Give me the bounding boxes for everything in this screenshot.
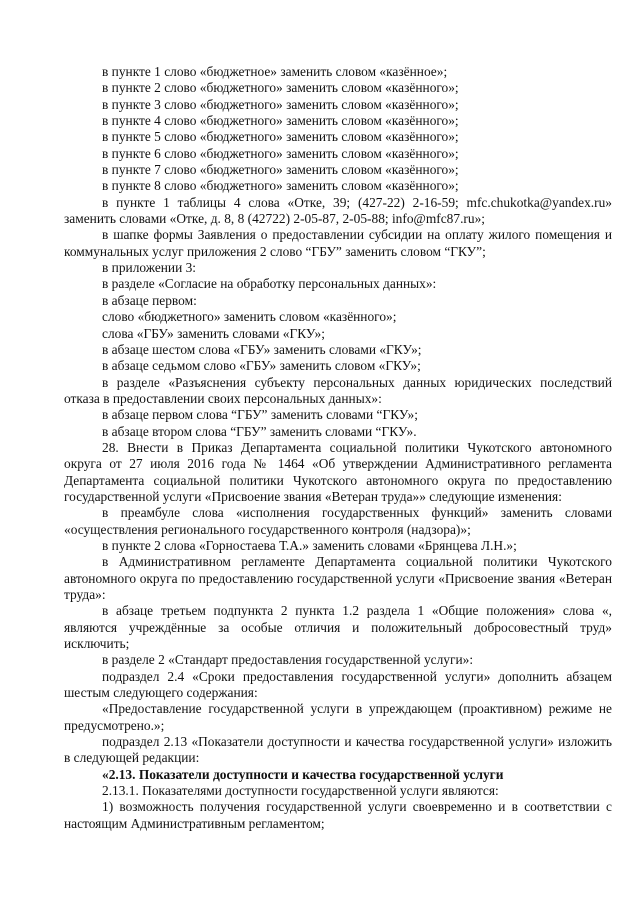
paragraph: «Предоставление государственной услуги в упреждающем (проактивном) режиме не предусмотрено.»; xyxy=(64,701,612,733)
paragraph: 2.13.1. Показателями доступности государственной услуги являются: xyxy=(102,783,499,799)
paragraph: в абзаце третьем подпункта 2 пункта 1.2 раздела 1 «Общие положения» слова «, являются учреждённые за особые отличия и положительный добросовестный труд» исключить; xyxy=(64,603,612,652)
paragraph: в шапке формы Заявления о предоставлении субсидии на оплату жилого помещения и коммунальных услуг приложения 2 слово “ГБУ” заменить словом “ГКУ”; xyxy=(64,227,612,259)
paragraph: в пункте 8 слово «бюджетного» заменить словом «казённого»; xyxy=(102,178,459,194)
paragraph: слова «ГБУ» заменить словами «ГКУ»; xyxy=(102,325,325,341)
paragraph: подраздел 2.4 «Сроки предоставления государственной услуги» дополнить абзацем шестым следующего содержания: xyxy=(64,668,612,701)
paragraph: в пункте 3 слово «бюджетного» заменить словом «казённого»; xyxy=(102,96,459,112)
paragraph: в пункте 2 слово «бюджетного» заменить словом «казённого»; xyxy=(102,80,459,96)
paragraph: в пункте 6 слово «бюджетного» заменить словом «казённого»; xyxy=(102,145,459,161)
paragraph: слово «бюджетного» заменить словом «казённого»; xyxy=(102,309,397,325)
paragraph: в пункте 5 слово «бюджетного» заменить словом «казённого»; xyxy=(102,129,459,145)
paragraph: в абзаце втором слова “ГБУ” заменить словами “ГКУ». xyxy=(102,423,417,439)
paragraph: в Административном регламенте Департамента социальной политики Чукотского автономного округа по предоставлению государственной услуги «Присвоение звания «Ветеран труда»: xyxy=(64,554,612,602)
paragraph: в пункте 1 таблицы 4 слова «Отке, 39; (427-22) 2-16-59; mfc.chukotka@yandex.ru» заменить словами «Отке, д. 8, 8 (42722) 2-05-87, 2-05-88; info@mfc87.ru»; xyxy=(64,194,612,227)
paragraph: в пункте 4 слово «бюджетного» заменить словом «казённого»; xyxy=(102,113,459,129)
paragraph: в преамбуле слова «исполнения государственных функций» заменить словами «осуществления регионального государственного контроля (надзора)»; xyxy=(64,505,612,537)
paragraph: в приложении 3: xyxy=(102,260,197,276)
document-page xyxy=(64,64,612,832)
paragraph: в абзаце первом слова “ГБУ” заменить словами “ГКУ»; xyxy=(102,407,418,423)
paragraph: в пункте 1 слово «бюджетное» заменить словом «казённое»; xyxy=(102,64,448,79)
paragraph: в абзаце первом: xyxy=(102,292,197,308)
paragraph: в пункте 7 слово «бюджетного» заменить словом «казённого»; xyxy=(102,162,459,178)
section-heading: «2.13. Показатели доступности и качества государственной услуги xyxy=(102,766,504,782)
paragraph: в пункте 2 слова «Горностаева Т.А.» заменить словами «Брянцева Л.Н.»; xyxy=(102,537,517,553)
paragraph: 28. Внести в Приказ Департамента социальной политики Чукотского автономного округа от 27 июля 2016 года № 1464 «Об утверждении Административного регламента Департамента социальной политики Чукотского автономного округа по предоставлению государственной услуги «Присвоение звания «Ветеран труда»» следующие изменения: xyxy=(64,439,612,504)
paragraph: 1) возможность получения государственной услуги своевременно и в соответствии с настоящим Административным регламентом; xyxy=(64,799,612,831)
paragraph: подраздел 2.13 «Показатели доступности и качества государственной услуги» изложить в следующей редакции: xyxy=(64,734,612,766)
paragraph: в разделе 2 «Стандарт предоставления государственной услуги»: xyxy=(102,652,474,668)
paragraph: в абзаце седьмом слово «ГБУ» заменить словом «ГКУ»; xyxy=(102,358,421,374)
paragraph: в разделе «Разъяснения субъекту персональных данных юридических последствий отказа в предоставлении своих персональных данных»: xyxy=(64,374,612,406)
paragraph: в абзаце шестом слова «ГБУ» заменить словами «ГКУ»; xyxy=(102,341,422,357)
paragraph: в разделе «Согласие на обработку персональных данных»: xyxy=(102,276,437,292)
